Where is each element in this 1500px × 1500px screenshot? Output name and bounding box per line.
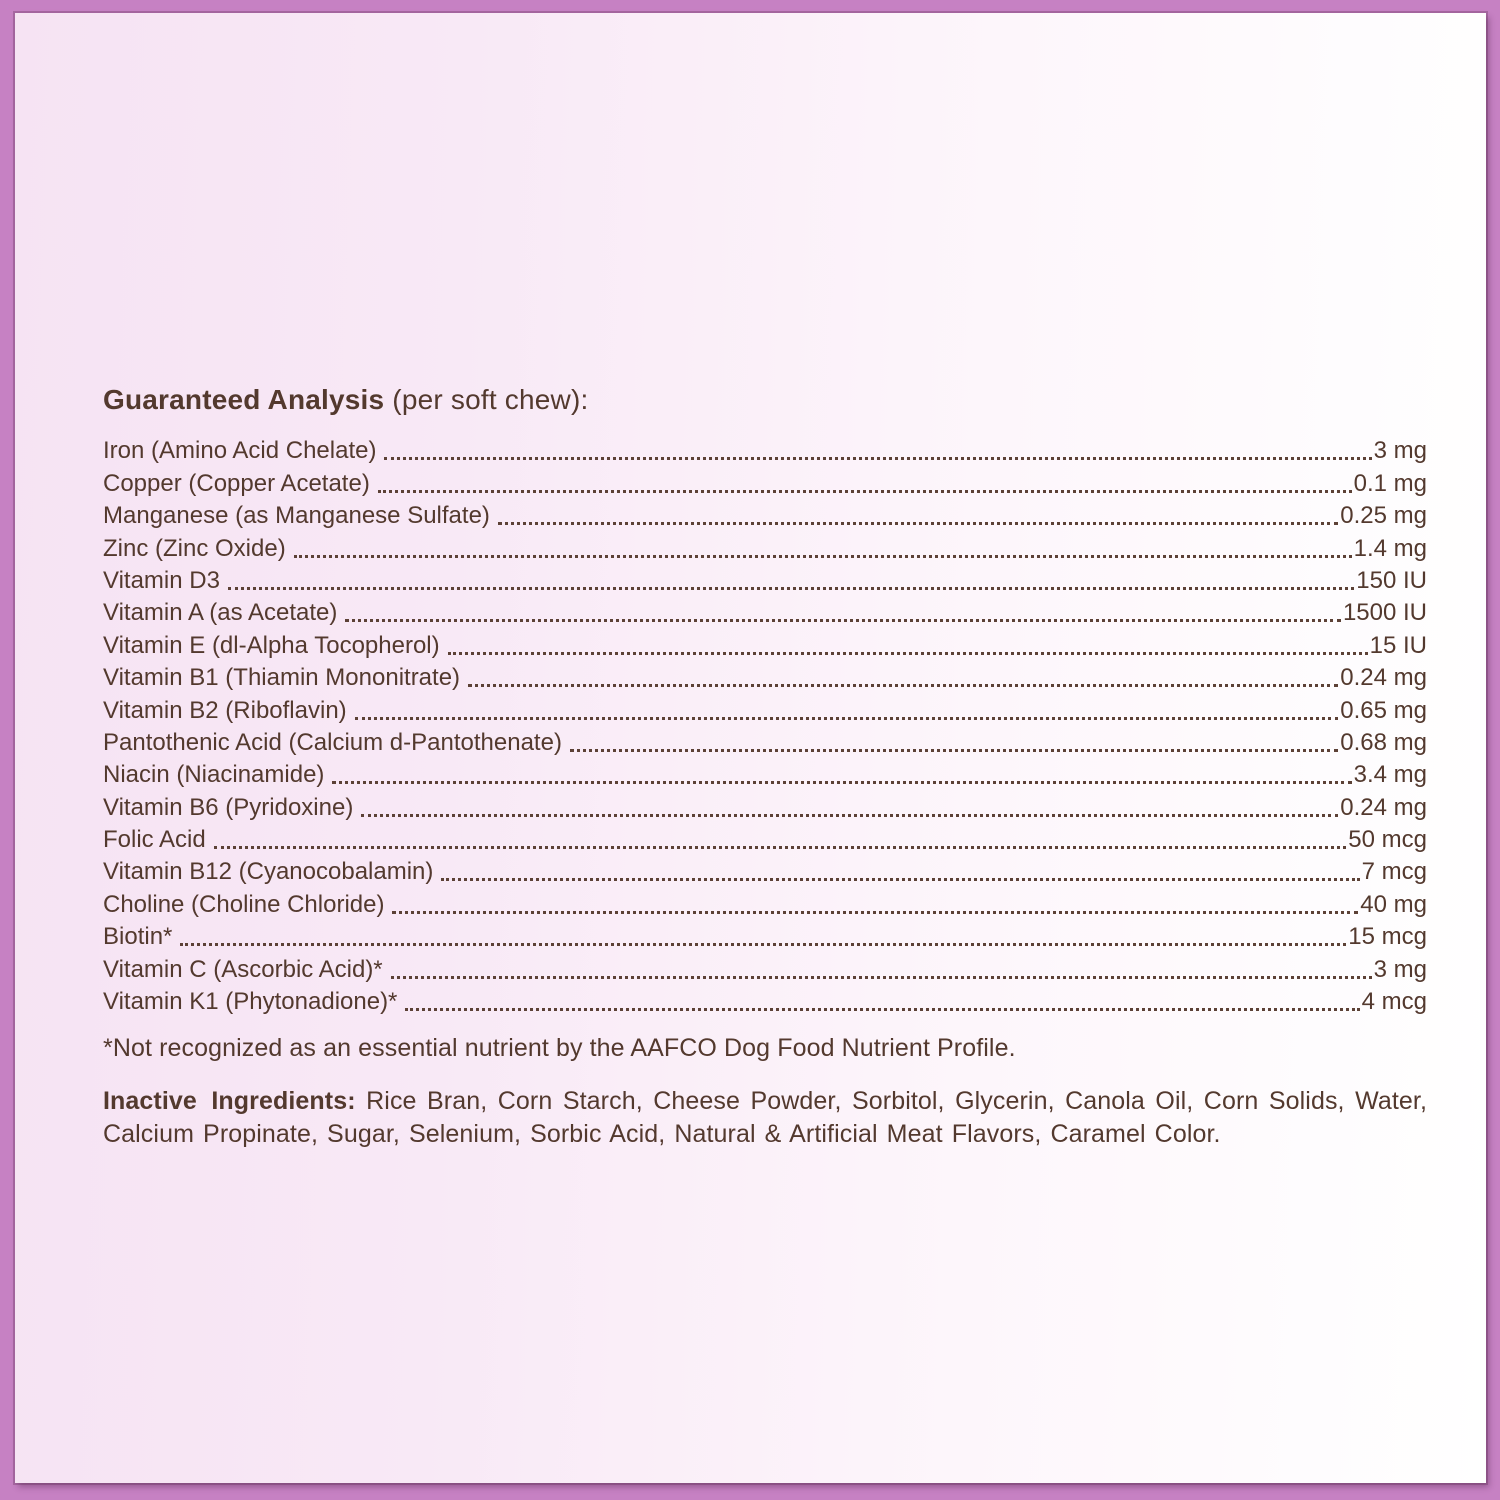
nutrient-row xyxy=(103,596,1427,628)
nutrient-name: Vitamin B2 (Riboflavin) xyxy=(103,696,347,724)
dot-leader xyxy=(498,522,1338,525)
nutrient-row xyxy=(103,790,1427,822)
nutrient-name: Biotin* xyxy=(103,923,173,951)
nutrient-value: 50 mcg xyxy=(1348,826,1427,854)
label-panel xyxy=(15,13,1486,1483)
nutrient-row xyxy=(103,758,1427,790)
nutrient-value: 3 mg xyxy=(1373,955,1427,983)
nutrient-row xyxy=(103,531,1427,563)
dot-leader xyxy=(332,781,1351,784)
nutrient-row xyxy=(103,693,1427,725)
nutrient-name: Vitamin B1 (Thiamin Mononitrate) xyxy=(103,664,461,692)
nutrient-value: 15 mcg xyxy=(1348,923,1427,951)
nutrient-name: Vitamin B12 (Cyanocobalamin) xyxy=(103,858,434,886)
nutrient-row xyxy=(103,855,1427,887)
nutrient-row xyxy=(103,985,1427,1017)
nutrient-name: Choline (Choline Chloride) xyxy=(103,890,385,918)
section-title-bold: Guaranteed Analysis xyxy=(103,384,385,415)
nutrient-name: Vitamin K1 (Phytonadione)* xyxy=(103,988,398,1016)
dot-leader xyxy=(405,1008,1359,1011)
dot-leader xyxy=(391,976,1372,979)
dot-leader xyxy=(228,587,1354,590)
nutrient-rows xyxy=(103,434,1427,1017)
inactive-ingredients xyxy=(103,1085,1427,1151)
nutrient-value: 150 IU xyxy=(1356,566,1427,594)
nutrient-row xyxy=(103,628,1427,660)
nutrient-name: Niacin (Niacinamide) xyxy=(103,761,325,789)
nutrient-name: Vitamin C (Ascorbic Acid)* xyxy=(103,955,383,983)
nutrient-value: 0.24 mg xyxy=(1340,664,1427,692)
dot-leader xyxy=(384,457,1371,460)
nutrient-name: Vitamin E (dl-Alpha Tocopherol) xyxy=(103,631,440,659)
nutrient-row xyxy=(103,434,1427,466)
dot-leader xyxy=(180,943,1346,946)
nutrient-value: 0.24 mg xyxy=(1340,793,1427,821)
nutrient-name: Folic Acid xyxy=(103,826,206,854)
nutrient-value: 3.4 mg xyxy=(1353,761,1427,789)
nutrient-name: Copper (Copper Acetate) xyxy=(103,469,370,497)
dot-leader xyxy=(345,619,1341,622)
nutrient-value: 4 mcg xyxy=(1361,988,1427,1016)
nutrient-value: 0.65 mg xyxy=(1340,696,1427,724)
dot-leader xyxy=(570,749,1338,752)
guaranteed-analysis-section xyxy=(103,384,1427,1151)
nutrient-value: 1500 IU xyxy=(1342,599,1427,627)
nutrient-name: Iron (Amino Acid Chelate) xyxy=(103,437,377,465)
nutrient-row xyxy=(103,466,1427,498)
dot-leader xyxy=(468,684,1338,687)
nutrient-value: 40 mg xyxy=(1360,890,1427,918)
nutrient-name: Manganese (as Manganese Sulfate) xyxy=(103,502,490,530)
dot-leader xyxy=(392,911,1358,914)
dot-leader xyxy=(361,814,1338,817)
nutrient-row xyxy=(103,823,1427,855)
nutrient-row xyxy=(103,952,1427,984)
nutrient-name: Vitamin A (as Acetate) xyxy=(103,599,338,627)
nutrient-row xyxy=(103,661,1427,693)
dot-leader xyxy=(441,878,1359,881)
nutrient-name: Vitamin B6 (Pyridoxine) xyxy=(103,793,354,821)
nutrient-value: 0.25 mg xyxy=(1340,502,1427,530)
nutrient-value: 1.4 mg xyxy=(1353,534,1427,562)
nutrient-value: 7 mcg xyxy=(1361,858,1427,886)
section-title-suffix: (per soft chew): xyxy=(384,384,589,415)
nutrient-row xyxy=(103,726,1427,758)
nutrient-row xyxy=(103,499,1427,531)
nutrient-row xyxy=(103,920,1427,952)
nutrient-row xyxy=(103,887,1427,919)
dot-leader xyxy=(355,717,1339,720)
inactive-ingredients-heading: Inactive Ingredients: xyxy=(103,1087,356,1116)
dot-leader xyxy=(214,846,1347,849)
nutrient-value: 0.68 mg xyxy=(1340,728,1427,756)
nutrient-row xyxy=(103,564,1427,596)
dot-leader xyxy=(448,652,1368,655)
dot-leader xyxy=(378,490,1352,493)
inactive-ingredients-text: Rice Bran, Corn Starch, Cheese Powder, Sorbitol, Glycerin, Canola Oil, Corn Solids, Water, Calcium Propinate, Sugar, Selenium, Sorbic Acid, Natural & Artificial Meat Flavors, Caramel Color. xyxy=(103,1087,1427,1149)
aafco-footnote: *Not recognized as an essential nutrient by the AAFCO Dog Food Nutrient Profile. xyxy=(103,1034,1016,1063)
nutrient-name: Pantothenic Acid (Calcium d-Pantothenate) xyxy=(103,728,562,756)
nutrient-name: Vitamin D3 xyxy=(103,566,220,594)
nutrient-value: 15 IU xyxy=(1369,631,1427,659)
dot-leader xyxy=(294,555,1352,558)
section-title xyxy=(103,384,1427,416)
nutrient-name: Zinc (Zinc Oxide) xyxy=(103,534,286,562)
nutrient-value: 3 mg xyxy=(1373,437,1427,465)
nutrient-value: 0.1 mg xyxy=(1353,469,1427,497)
